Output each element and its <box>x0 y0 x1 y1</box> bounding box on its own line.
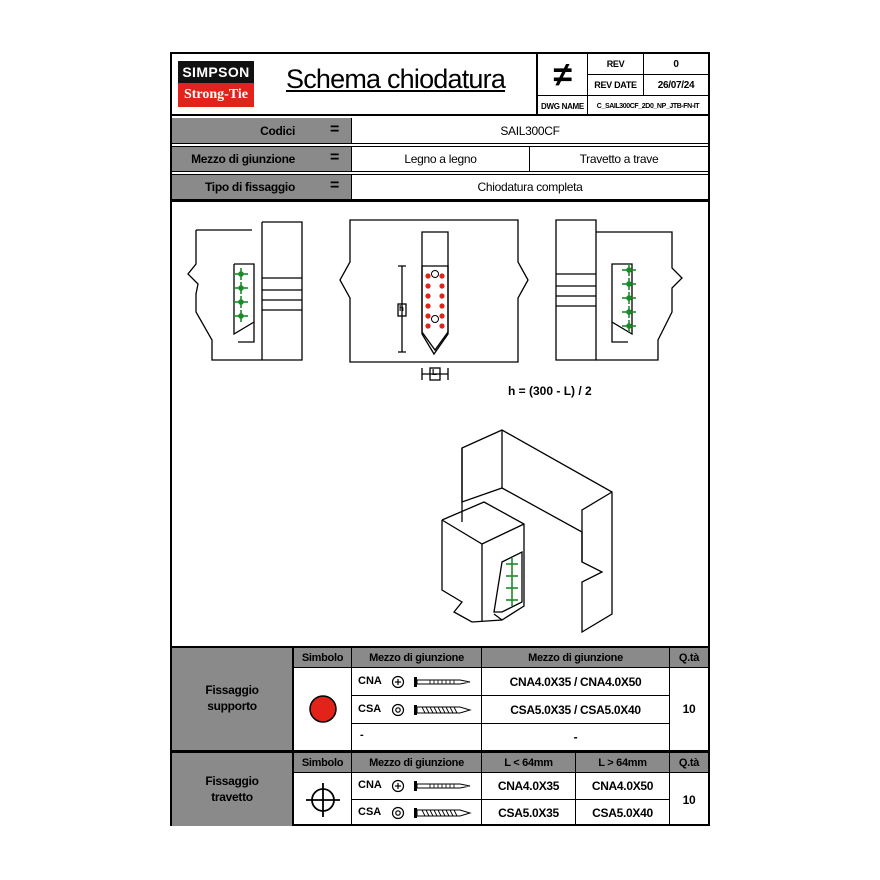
tipo-label: Tipo di fissaggio <box>172 174 352 200</box>
joist-row2-type: CSA <box>358 806 382 818</box>
screw-icon <box>390 702 476 718</box>
side-view-right <box>556 220 682 360</box>
codici-label: Codici <box>172 118 352 144</box>
technical-drawing <box>172 202 708 646</box>
support-row2-value: CSA5.0X35 / CSA5.0X40 <box>482 696 670 724</box>
logo-simpson: SIMPSON <box>178 61 254 83</box>
joist-col-symbol: Simbolo <box>294 753 352 773</box>
support-col-mezzo2: Mezzo di giunzione <box>482 648 670 668</box>
joist-row2-small: CSA5.0X35 <box>482 800 576 826</box>
rev-value: 0 <box>644 54 708 75</box>
support-qty: 10 <box>682 702 696 716</box>
codici-equals: = <box>330 121 340 138</box>
page-title: Schema chiodatura <box>286 64 506 94</box>
support-row2-mezzo <box>352 696 482 724</box>
screw-icon <box>390 805 476 821</box>
support-row3-type: - <box>360 729 364 741</box>
formula: h = (300 - L) / 2 <box>508 384 592 398</box>
joist-group-label: Fissaggio travetto <box>172 753 294 826</box>
support-row1-type: CNA <box>358 675 382 687</box>
joist-row1-mezzo <box>352 773 482 800</box>
rev-label: REV <box>588 54 644 75</box>
support-row3-mezzo <box>352 724 482 750</box>
tipo-value: Chiodatura completa <box>352 174 708 200</box>
ring-nail-icon <box>390 778 476 794</box>
codici-value: SAIL300CF <box>352 118 708 144</box>
support-col-mezzo: Mezzo di giunzione <box>352 648 482 668</box>
not-equal-icon: ≠ <box>553 55 572 94</box>
isometric-view <box>442 430 612 632</box>
crosshair-icon <box>303 780 343 820</box>
support-group-label: Fissaggio supporto <box>172 648 294 750</box>
mezzo-label: Mezzo di giunzione <box>172 146 352 172</box>
support-col-symbol: Simbolo <box>294 648 352 668</box>
joist-row1-type: CNA <box>358 779 382 791</box>
joist-row2-large: CSA5.0X40 <box>576 800 670 826</box>
support-col-qty: Q.tà <box>670 648 708 668</box>
joist-col-mezzo: Mezzo di giunzione <box>352 753 482 773</box>
dwg-symbol-box <box>536 54 588 96</box>
logo-strong-tie: Strong-Tie <box>178 83 254 107</box>
joist-col-qty: Q.tà <box>670 753 708 773</box>
tipo-equals: = <box>330 177 340 194</box>
dim-h-label: h <box>399 304 404 313</box>
drawing-sheet <box>170 52 710 826</box>
front-view <box>340 220 528 380</box>
support-row2-type: CSA <box>358 703 382 715</box>
joist-row1-small: CNA4.0X35 <box>482 773 576 800</box>
joist-row1-large: CNA4.0X50 <box>576 773 670 800</box>
joist-col-l-large: L > 64mm <box>576 753 670 773</box>
dwg-name-value: C_SAIL300CF_2D0_NP_JTB-FN-IT <box>596 102 700 110</box>
support-symbol-cell <box>294 668 352 750</box>
side-view-left <box>188 222 302 360</box>
mezzo-value-travetto: Travetto a trave <box>530 146 708 172</box>
mezzo-equals: = <box>330 149 340 166</box>
joist-row2-mezzo <box>352 800 482 826</box>
dim-l-label: L <box>432 368 437 377</box>
rev-date-label: REV DATE <box>588 75 644 96</box>
joist-qty: 10 <box>682 792 696 807</box>
mezzo-value-legno: Legno a legno <box>352 146 530 172</box>
support-row3-value: - <box>482 724 670 750</box>
rev-date-value: 26/07/24 <box>644 75 708 96</box>
support-row1-value: CNA4.0X35 / CNA4.0X50 <box>482 668 670 696</box>
ring-nail-icon <box>390 674 476 690</box>
joist-col-l-small: L < 64mm <box>482 753 576 773</box>
joist-symbol-cell <box>294 773 352 826</box>
support-row1-mezzo <box>352 668 482 696</box>
red-circle-icon <box>308 694 338 724</box>
dwg-name-label: DWG NAME <box>536 96 588 116</box>
